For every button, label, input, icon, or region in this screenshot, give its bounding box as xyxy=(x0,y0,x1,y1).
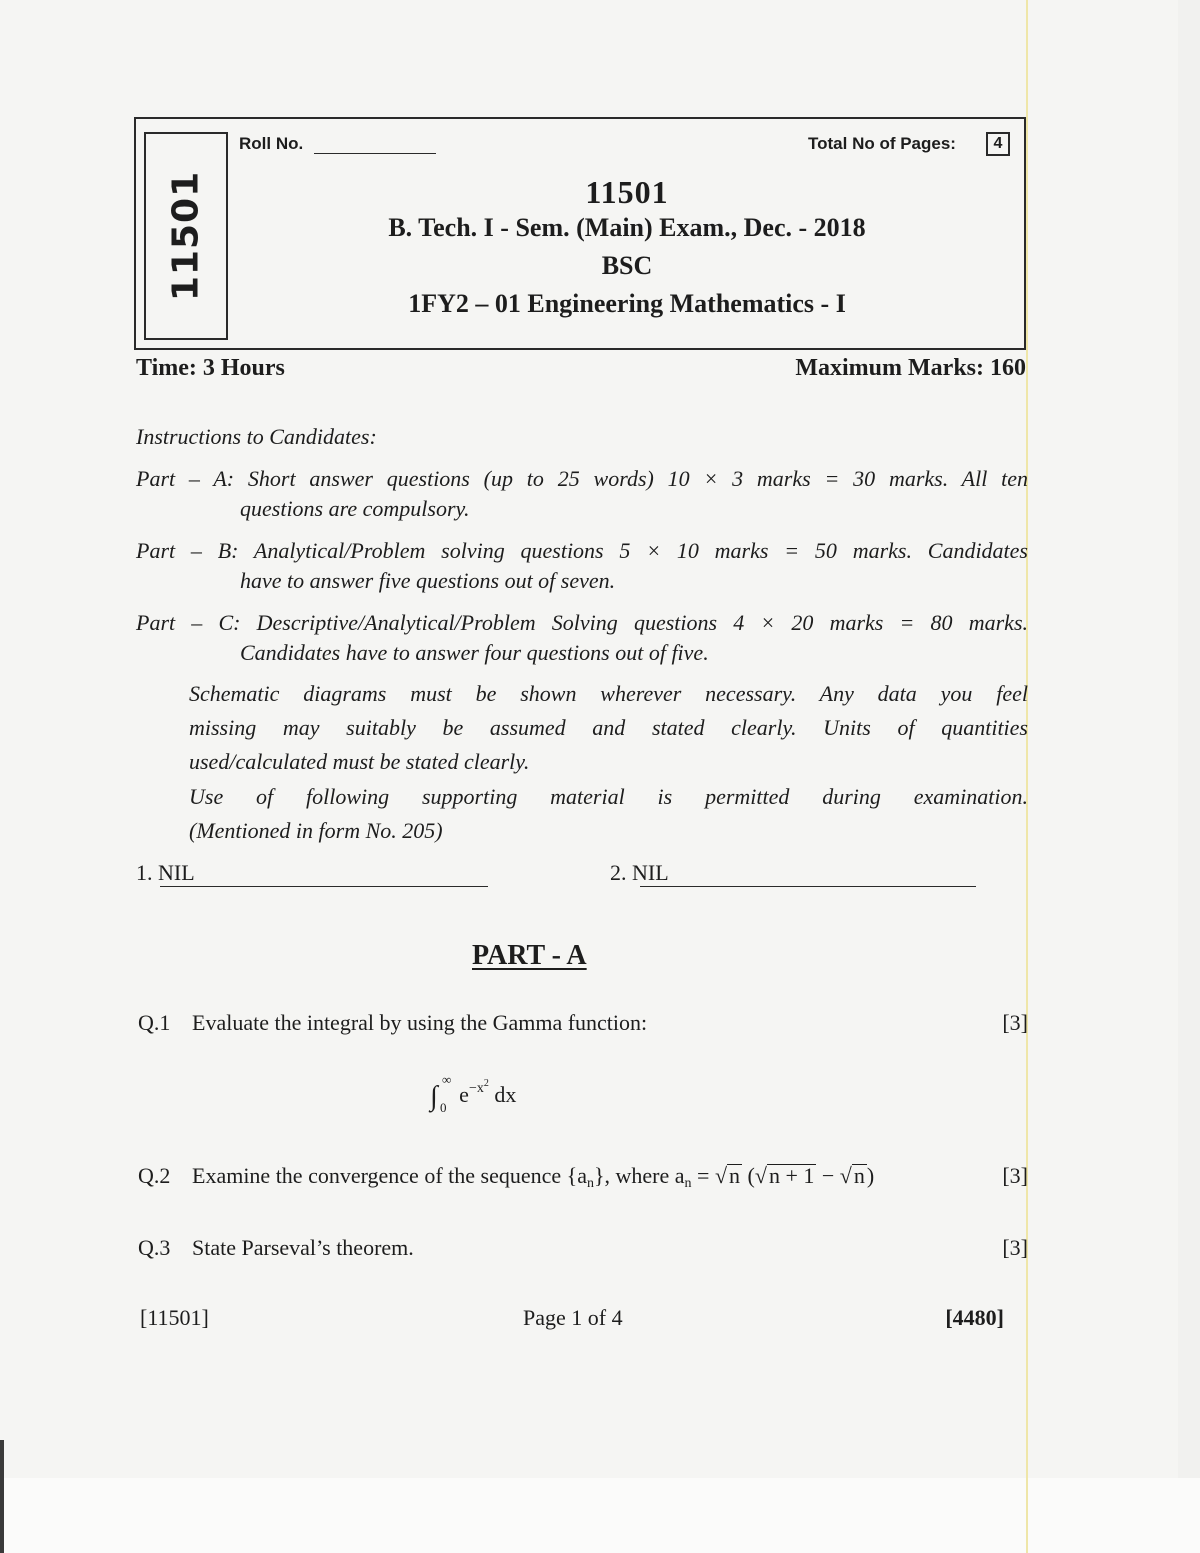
material-item-1 xyxy=(136,860,195,886)
part-a-heading: PART - A xyxy=(472,940,587,971)
material-item-1-line xyxy=(160,886,488,887)
instruction-materials-paragraph xyxy=(189,780,1028,848)
question-text: Examine the convergence of the sequence {a xyxy=(192,1163,587,1188)
instruction-part-a-line1: Part – A: Short answer questions (up to 25 words) 10 × 3 marks = 30 marks. All ten xyxy=(136,466,1028,491)
paragraph-line: Schematic diagrams must be shown wherever necessary. Any data you feel xyxy=(189,681,1028,706)
material-item-1-value: NIL xyxy=(158,860,195,885)
paper-code: 11501 xyxy=(585,174,669,210)
sqrt-term: n + 1 xyxy=(768,1163,815,1188)
material-item-2-value: NIL xyxy=(632,860,669,885)
material-item-1-number: 1. xyxy=(136,860,153,885)
integrand-exponent-base: −x xyxy=(468,1081,484,1096)
paren-open: (√ xyxy=(742,1163,767,1188)
footer-paper-code: [11501] xyxy=(140,1305,209,1330)
integral-lower-limit: 0 xyxy=(440,1100,447,1115)
integral-upper-limit: ∞ xyxy=(442,1072,452,1087)
footer-page-number: Page 1 of 4 xyxy=(523,1305,623,1330)
maximum-marks: Maximum Marks: 160 xyxy=(795,355,1026,381)
integrand-exponent-power: 2 xyxy=(483,1078,489,1089)
question-3-marks: [3] xyxy=(1002,1235,1028,1260)
question-2 xyxy=(138,1163,874,1189)
instruction-part-a xyxy=(136,464,1028,524)
side-code-box xyxy=(144,132,228,340)
side-paper-code: 11501 xyxy=(165,170,207,302)
subscript: n xyxy=(684,1176,692,1191)
paragraph-line: Use of following supporting material is permitted during examination. xyxy=(189,784,1028,809)
question-1-marks: [3] xyxy=(1002,1010,1028,1035)
question-1-integral xyxy=(430,1072,517,1115)
scanner-background xyxy=(0,1478,1200,1553)
paragraph-line: missing may suitably be assumed and stated clearly. Units of quantities xyxy=(189,715,1028,740)
instruction-diagrams-paragraph xyxy=(189,677,1028,779)
question-text: Evaluate the integral by using the Gamma function: xyxy=(192,1010,648,1035)
integrand-base: e xyxy=(459,1082,469,1107)
question-text: State Parseval’s theorem. xyxy=(192,1235,414,1260)
question-3 xyxy=(138,1235,414,1261)
instruction-part-a-line2: questions are compulsory. xyxy=(240,496,470,521)
subscript: n xyxy=(586,1176,594,1191)
paren-close: ) xyxy=(866,1163,875,1188)
instruction-part-b-line2: have to answer five questions out of seven. xyxy=(240,568,616,593)
roll-number-blank xyxy=(314,153,436,154)
minus-sqrt: − √ xyxy=(816,1163,852,1188)
instruction-part-c-line2: Candidates have to answer four questions out of five. xyxy=(240,640,709,665)
total-pages-label: Total No of Pages: xyxy=(808,134,956,153)
question-1 xyxy=(138,1010,647,1036)
paragraph-line: (Mentioned in form No. 205) xyxy=(189,818,443,843)
question-number: Q.3 xyxy=(138,1235,171,1260)
integral-sign-icon: ∫ xyxy=(430,1081,438,1112)
exam-duration: Time: 3 Hours xyxy=(136,355,285,381)
integrand-exponent xyxy=(468,1078,489,1096)
header-box xyxy=(134,117,1026,350)
question-text-eq: = √ xyxy=(691,1163,728,1188)
total-pages-value: 4 xyxy=(986,132,1010,156)
question-2-marks: [3] xyxy=(1002,1163,1028,1188)
instruction-part-c-line1: Part – C: Descriptive/Analytical/Problem Solving questions 4 × 20 marks = 80 marks. xyxy=(136,610,1028,635)
subject-title: 1FY2 – 01 Engineering Mathematics - I xyxy=(408,289,846,318)
paragraph-line: used/calculated must be stated clearly. xyxy=(189,749,530,774)
instruction-part-b-line1: Part – B: Analytical/Problem solving questions 5 × 10 marks = 50 marks. Candidates xyxy=(136,538,1028,563)
scan-edge-left xyxy=(0,1440,4,1553)
stream-title: BSC xyxy=(601,251,653,280)
question-text-mid: }, where a xyxy=(593,1163,685,1188)
material-item-2 xyxy=(610,860,669,886)
integral-differential: dx xyxy=(494,1082,517,1107)
instruction-part-c xyxy=(136,608,1028,668)
footer-serial-code: [4480] xyxy=(945,1305,1004,1330)
integrand xyxy=(459,1078,517,1107)
material-item-2-number: 2. xyxy=(610,860,627,885)
instructions-title: Instructions to Candidates: xyxy=(136,424,377,449)
sqrt-term: n xyxy=(729,1163,741,1188)
sqrt-term: n xyxy=(853,1163,865,1188)
exam-title: B. Tech. I - Sem. (Main) Exam., Dec. - 2018 xyxy=(388,213,866,242)
instruction-part-b xyxy=(136,536,1028,596)
question-number: Q.1 xyxy=(138,1010,171,1035)
question-number: Q.2 xyxy=(138,1163,171,1188)
roll-number-label: Roll No. xyxy=(239,134,304,153)
material-item-2-line xyxy=(640,886,976,887)
